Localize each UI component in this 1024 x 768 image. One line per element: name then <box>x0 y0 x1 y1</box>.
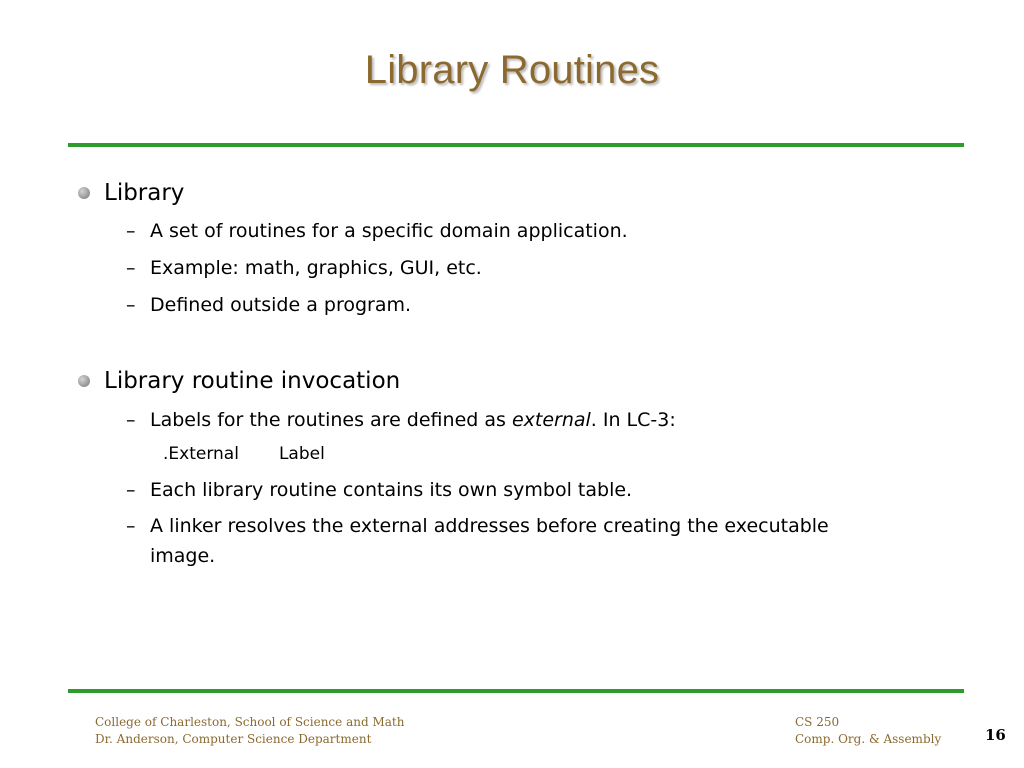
dash-icon: – <box>126 515 136 537</box>
footer-right <box>795 714 941 748</box>
dash-icon: – <box>126 220 136 242</box>
bullet-dot-icon <box>78 187 90 199</box>
footer-department: Dr. Anderson, Computer Science Department <box>95 732 372 746</box>
subitem-text-emphasis: external <box>511 409 591 431</box>
footer-college: College of Charleston, School of Science and Math <box>95 715 405 729</box>
bullet-text: Library routine invocation <box>104 368 401 394</box>
code-line <box>163 444 325 464</box>
subitem-text-before: Labels for the routines are defined as <box>150 409 512 431</box>
bullet-library <box>104 180 184 206</box>
page-number: 16 <box>985 726 1006 744</box>
subitem-text: Example: math, graphics, GUI, etc. <box>150 257 482 279</box>
bullet-dot-icon <box>78 375 90 387</box>
dash-icon: – <box>126 257 136 279</box>
code-label: Label <box>278 444 325 464</box>
subitem-text: Each library routine contains its own symbol table. <box>150 479 633 501</box>
bullet-invocation <box>104 368 400 394</box>
subitem-text: A linker resolves the external addresses before creating the executable <box>150 515 829 537</box>
subitem-example <box>126 257 482 279</box>
subitem-text: A set of routines for a specific domain application. <box>150 220 628 242</box>
subitem-linker-continued: image. <box>150 545 216 567</box>
footer-course: CS 250 <box>795 715 840 729</box>
code-directive: .External <box>163 444 239 464</box>
bullet-text: Library <box>104 180 185 206</box>
subitem-set-of-routines <box>126 220 628 242</box>
subitem-labels-external <box>126 409 676 431</box>
footer-left <box>95 714 404 748</box>
subitem-defined-outside <box>126 294 412 316</box>
subitem-text-after: . In LC-3: <box>590 409 676 431</box>
slide-title: Library Routines <box>364 48 660 92</box>
footer-course-name: Comp. Org. & Assembly <box>795 732 942 746</box>
subitem-symbol-table <box>126 479 633 501</box>
dash-icon: – <box>126 294 136 316</box>
dash-icon: – <box>126 479 136 501</box>
subitem-linker <box>126 515 829 537</box>
dash-icon: – <box>126 409 136 431</box>
subitem-text: Defined outside a program. <box>150 294 412 316</box>
bottom-divider <box>68 689 964 693</box>
